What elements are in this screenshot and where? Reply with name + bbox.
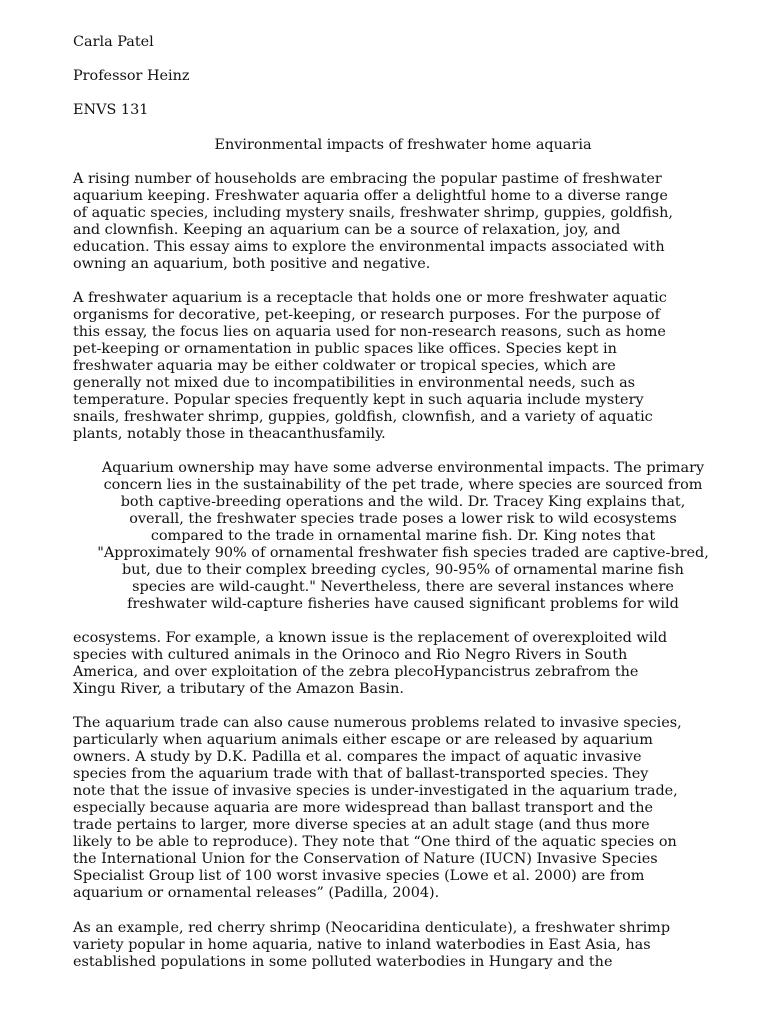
paragraph-line: As an example, red cherry shrimp (Neocaridina denticulate), a freshwater shrimp: [73, 920, 671, 936]
paragraph-line: freshwater aquaria may be either coldwater or tropical species, which are: [73, 358, 616, 374]
paragraph-line: species are wild-caught." Nevertheless, there are several instances where: [132, 579, 674, 595]
paragraph-intro: [73, 171, 733, 273]
paragraph-line: and clownfish. Keeping an aquarium can be a source of relaxation, joy, and: [73, 222, 621, 238]
paragraph-line: A freshwater aquarium is a receptacle that holds one or more freshwater aquatic: [73, 290, 667, 306]
paragraph-line: concern lies in the sustainability of the pet trade, where species are sourced from: [103, 477, 703, 493]
paragraph-line: education. This essay aims to explore the environmental impacts associated with: [73, 239, 665, 255]
paragraph-line: but, due to their complex breeding cycles, 90-95% of ornamental marine fish: [122, 562, 684, 578]
paragraph-definition: [73, 290, 733, 443]
paragraph-line: freshwater wild-capture fisheries have caused significant problems for wild: [127, 596, 679, 612]
paragraph-line: note that the issue of invasive species is under-investigated in the aquarium trade,: [73, 783, 678, 799]
paragraph-line: overall, the freshwater species trade poses a lower risk to wild ecosystems: [129, 511, 677, 527]
paragraph-line: generally not mixed due to incompatibilities in environmental needs, such as: [73, 375, 636, 391]
paragraph-line: species from the aquarium trade with that of ballast-transported species. They: [73, 766, 649, 782]
paragraph-line: A rising number of households are embracing the popular pastime of freshwater: [73, 171, 662, 187]
paragraph-line: Specialist Group list of 100 worst invasive species (Lowe et al. 2000) are from: [73, 868, 645, 884]
paragraph-line: trade pertains to larger, more diverse species at an adult stage (and thus more: [73, 817, 650, 833]
paragraph-line: variety popular in home aquaria, native to inland waterbodies in East Asia, has: [73, 937, 651, 953]
paragraph-line: Aquarium ownership may have some adverse environmental impacts. The primary: [101, 460, 705, 476]
paragraph-line: likely to be able to reproduce). They note that “One third of the aquatic species on: [73, 834, 677, 850]
paragraph-line: of aquatic species, including mystery snails, freshwater shrimp, guppies, goldfish,: [73, 205, 673, 221]
paragraph-line: organisms for decorative, pet-keeping, or research purposes. For the purpose of: [73, 307, 660, 323]
paragraph-line: owners. A study by D.K. Padilla et al. compares the impact of aquatic invasive: [73, 749, 642, 765]
essay-title: Environmental impacts of freshwater home aquaria: [214, 137, 592, 153]
paragraph-red-cherry-shrimp: [73, 920, 733, 971]
paragraph-line: snails, freshwater shrimp, guppies, goldfish, clownfish, and a variety of aquatic: [73, 409, 653, 425]
paragraph-line: the International Union for the Conservation of Nature (IUCN) Invasive Species: [73, 851, 658, 867]
paragraph-line: owning an aquarium, both positive and negative.: [73, 256, 431, 272]
author-name: Carla Patel: [73, 34, 154, 50]
paragraph-line: "Approximately 90% of ornamental freshwater fish species traded are captive-bred,: [97, 545, 709, 561]
paragraph-line: aquarium or ornamental releases” (Padilla, 2004).: [73, 885, 440, 901]
paragraph-line: pet-keeping or ornamentation in public spaces like offices. Species kept in: [73, 341, 617, 357]
paragraph-line: established populations in some polluted waterbodies in Hungary and the: [73, 954, 613, 970]
paragraph-wild-capture: [73, 630, 733, 698]
paragraph-line: compared to the trade in ornamental marine fish. Dr. King notes that: [150, 528, 656, 544]
professor-name: Professor Heinz: [73, 68, 190, 84]
paragraph-adverse-impacts: [73, 460, 733, 613]
paragraph-invasive-species: [73, 715, 733, 902]
paragraph-line: Xingu River, a tributary of the Amazon Basin.: [73, 681, 404, 697]
paragraph-line: especially because aquaria are more widespread than ballast transport and the: [73, 800, 654, 816]
paragraph-line: America, and over exploitation of the zebra plecoHypancistrus zebrafrom the: [73, 664, 639, 680]
paragraph-line: plants, notably those in theacanthusfamily.: [73, 426, 386, 442]
paragraph-line: particularly when aquarium animals either escape or are released by aquarium: [73, 732, 653, 748]
course-code: ENVS 131: [73, 102, 149, 118]
paragraph-line: aquarium keeping. Freshwater aquaria offer a delightful home to a diverse range: [73, 188, 668, 204]
paragraph-line: species with cultured animals in the Orinoco and Rio Negro Rivers in South: [73, 647, 628, 663]
paragraph-line: temperature. Popular species frequently kept in such aquaria include mystery: [73, 392, 644, 408]
paragraph-line: both captive-breeding operations and the wild. Dr. Tracey King explains that,: [120, 494, 686, 510]
paragraph-line: ecosystems. For example, a known issue is the replacement of overexploited wild: [73, 630, 668, 646]
paragraph-line: The aquarium trade can also cause numerous problems related to invasive species,: [73, 715, 682, 731]
paragraph-line: this essay, the focus lies on aquaria used for non-research reasons, such as home: [73, 324, 666, 340]
